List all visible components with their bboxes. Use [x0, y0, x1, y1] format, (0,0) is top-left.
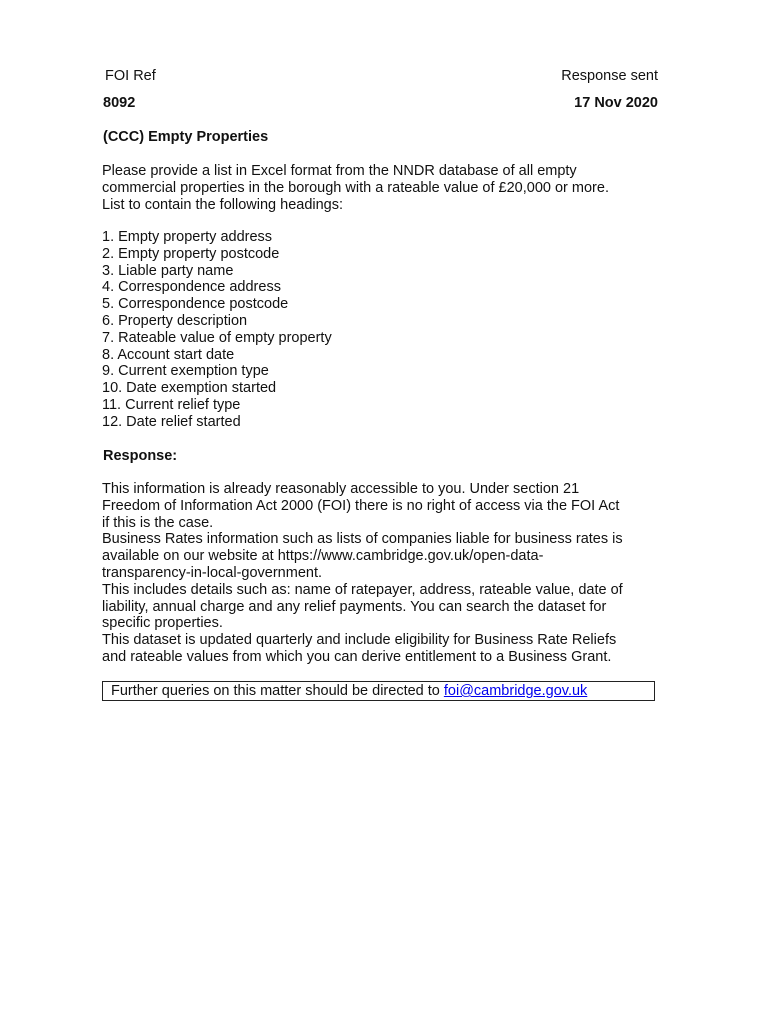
foi-ref-label: FOI Ref [105, 68, 156, 84]
request-title: (CCC) Empty Properties [103, 129, 269, 145]
header-values-row [103, 95, 658, 112]
request-line: List to contain the following headings: [102, 196, 344, 213]
response-line: Business Rates information such as lists of companies liable for business rates is [102, 531, 623, 548]
response-line: This dataset is updated quarterly and include eligibility for Business Rate Reliefs [102, 632, 617, 649]
response-heading: Response: [103, 448, 178, 464]
headings-list [102, 229, 332, 431]
response-line: This includes details such as: name of ratepayer, address, rateable value, date of [102, 581, 623, 598]
response-line: available on our website at https://www.cambridge.gov.uk/open-data- [102, 548, 544, 565]
foi-email-link[interactable]: foi@cambridge.gov.uk [443, 683, 588, 699]
response-paragraph [102, 481, 664, 666]
list-item: 11. Current relief type [102, 396, 241, 413]
list-item: 10. Date exemption started [102, 380, 277, 397]
request-paragraph [102, 163, 664, 213]
footer-contact-box [102, 681, 655, 701]
request-line: Please provide a list in Excel format from the NNDR database of all empty [102, 163, 577, 179]
response-line: This information is already reasonably accessible to you. Under section 21 [102, 481, 580, 497]
list-item: 2. Empty property postcode [102, 245, 280, 262]
list-item: 7. Rateable value of empty property [102, 329, 332, 346]
footer-text: Further queries on this matter should be directed to [111, 683, 444, 699]
list-item: 12. Date relief started [102, 413, 241, 430]
list-item: 6. Property description [102, 312, 248, 329]
response-line: if this is the case. [102, 514, 214, 531]
list-item: 9. Current exemption type [102, 363, 269, 380]
response-line: specific properties. [102, 615, 223, 632]
list-item: 8. Account start date [102, 346, 235, 363]
list-item: 1. Empty property address [102, 229, 273, 245]
response-line: Freedom of Information Act 2000 (FOI) there is no right of access via the FOI Act [102, 497, 620, 514]
header-labels-row [103, 68, 658, 85]
list-item: 5. Correspondence postcode [102, 296, 289, 313]
response-sent-date: 17 Nov 2020 [574, 95, 658, 111]
response-sent-label: Response sent [561, 68, 658, 84]
foi-ref-value: 8092 [103, 95, 136, 111]
response-line: and rateable values from which you can derive entitlement to a Business Grant. [102, 648, 612, 665]
response-line: transparency-in-local-government. [102, 564, 323, 581]
list-item: 4. Correspondence address [102, 279, 281, 296]
request-line: commercial properties in the borough with a rateable value of £20,000 or more. [102, 179, 609, 196]
response-line: liability, annual charge and any relief payments. You can search the dataset for [102, 598, 607, 615]
list-item: 3. Liable party name [102, 262, 234, 279]
